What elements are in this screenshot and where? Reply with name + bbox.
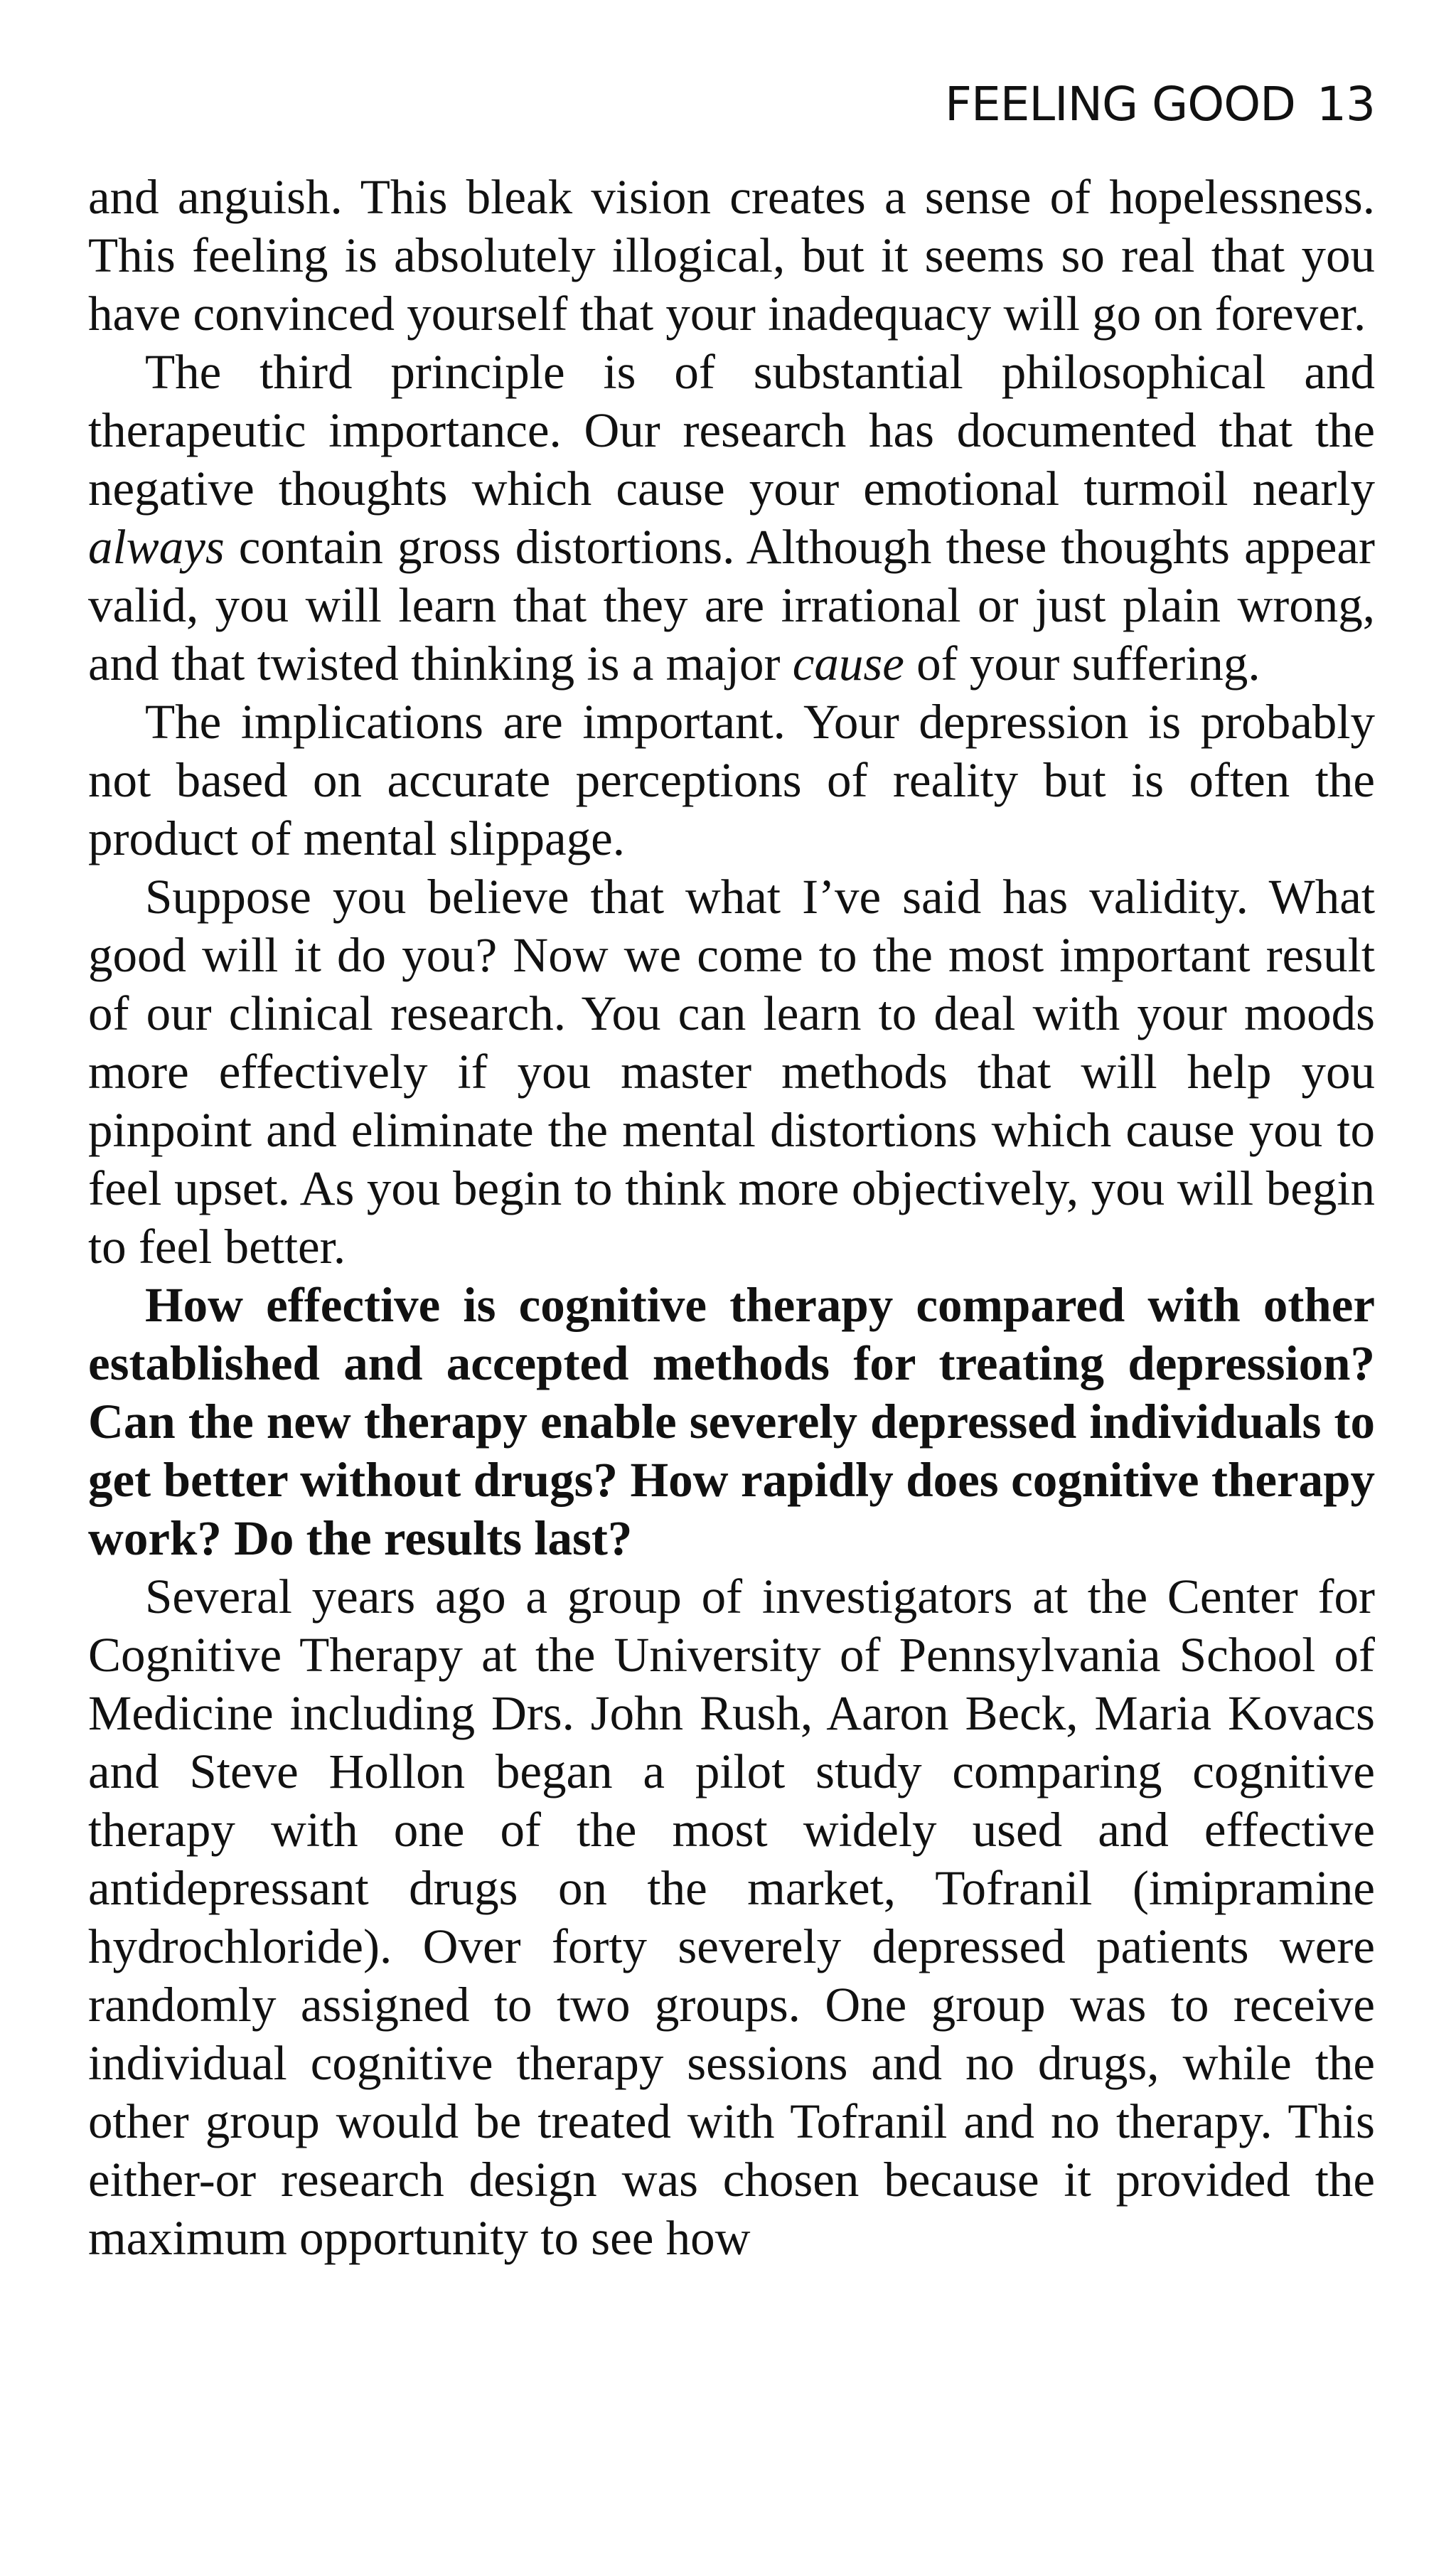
paragraph: [88, 693, 1375, 868]
page-number: 13: [1317, 77, 1375, 132]
paragraph: [88, 343, 1375, 693]
text-run: of your suffering.: [904, 636, 1260, 691]
text-run: The third principle is of substantial philosophical and therapeutic importance. Our research has documented that the negative thoughts which cause your emotional turmoil nearly: [88, 345, 1375, 516]
paragraph: [88, 168, 1375, 343]
paragraph: [88, 868, 1375, 1276]
italic-text: always: [88, 520, 225, 574]
body-text: [88, 168, 1375, 2267]
text-run: The implications are important. Your depression is probably not based on accurate perceptions of reality but is often the product of mental slippage.: [88, 695, 1375, 865]
text-run: Several years ago a group of investigators at the Center for Cognitive Therapy at the University of Pennsylvania School of Medicine including Drs. John Rush, Aaron Beck, Maria Kovacs and Steve Hollon began a pilot study comparing cognitive therapy with one of the most widely used and effective antidepressant drugs on the market, Tofranil (imipramine hydrochloride). Over forty severely depressed patients were randomly assigned to two groups. One group was to receive individual cognitive therapy sessions and no drugs, while the other group would be treated with Tofranil and no therapy. This either-or research design was chosen because it provided the maximum opportunity to see how: [88, 1569, 1375, 2265]
paragraph: [88, 1567, 1375, 2267]
italic-text: cause: [792, 636, 904, 691]
paragraph: [88, 1276, 1375, 1567]
text-run: How effective is cognitive therapy compared with other established and accepted methods for treating depression? Can the new therapy enable severely depressed individuals to get better without drugs? How rapidly does cognitive therapy work? Do the results last?: [88, 1278, 1375, 1565]
running-head: [945, 77, 1375, 132]
text-run: Suppose you believe that what I’ve said has validity. What good will it do you? Now we come to the most important result of our clinical research. You can learn to deal with your moods more effectively if you master methods that will help you pinpoint and eliminate the mental distortions which cause you to feel upset. As you begin to think more objectively, you will begin to feel better.: [88, 870, 1375, 1274]
text-run: and anguish. This bleak vision creates a sense of hopelessness. This feeling is absolutely illogical, but it seems so real that you have convinced yourself that your inadequacy will go on forever.: [88, 170, 1375, 341]
text-run: contain gross distortions. Although these thoughts appear valid, you will learn that they are irrational or just plain wrong, and that twisted thinking is a major: [88, 520, 1375, 691]
running-head-title: FEELING GOOD: [945, 77, 1296, 132]
